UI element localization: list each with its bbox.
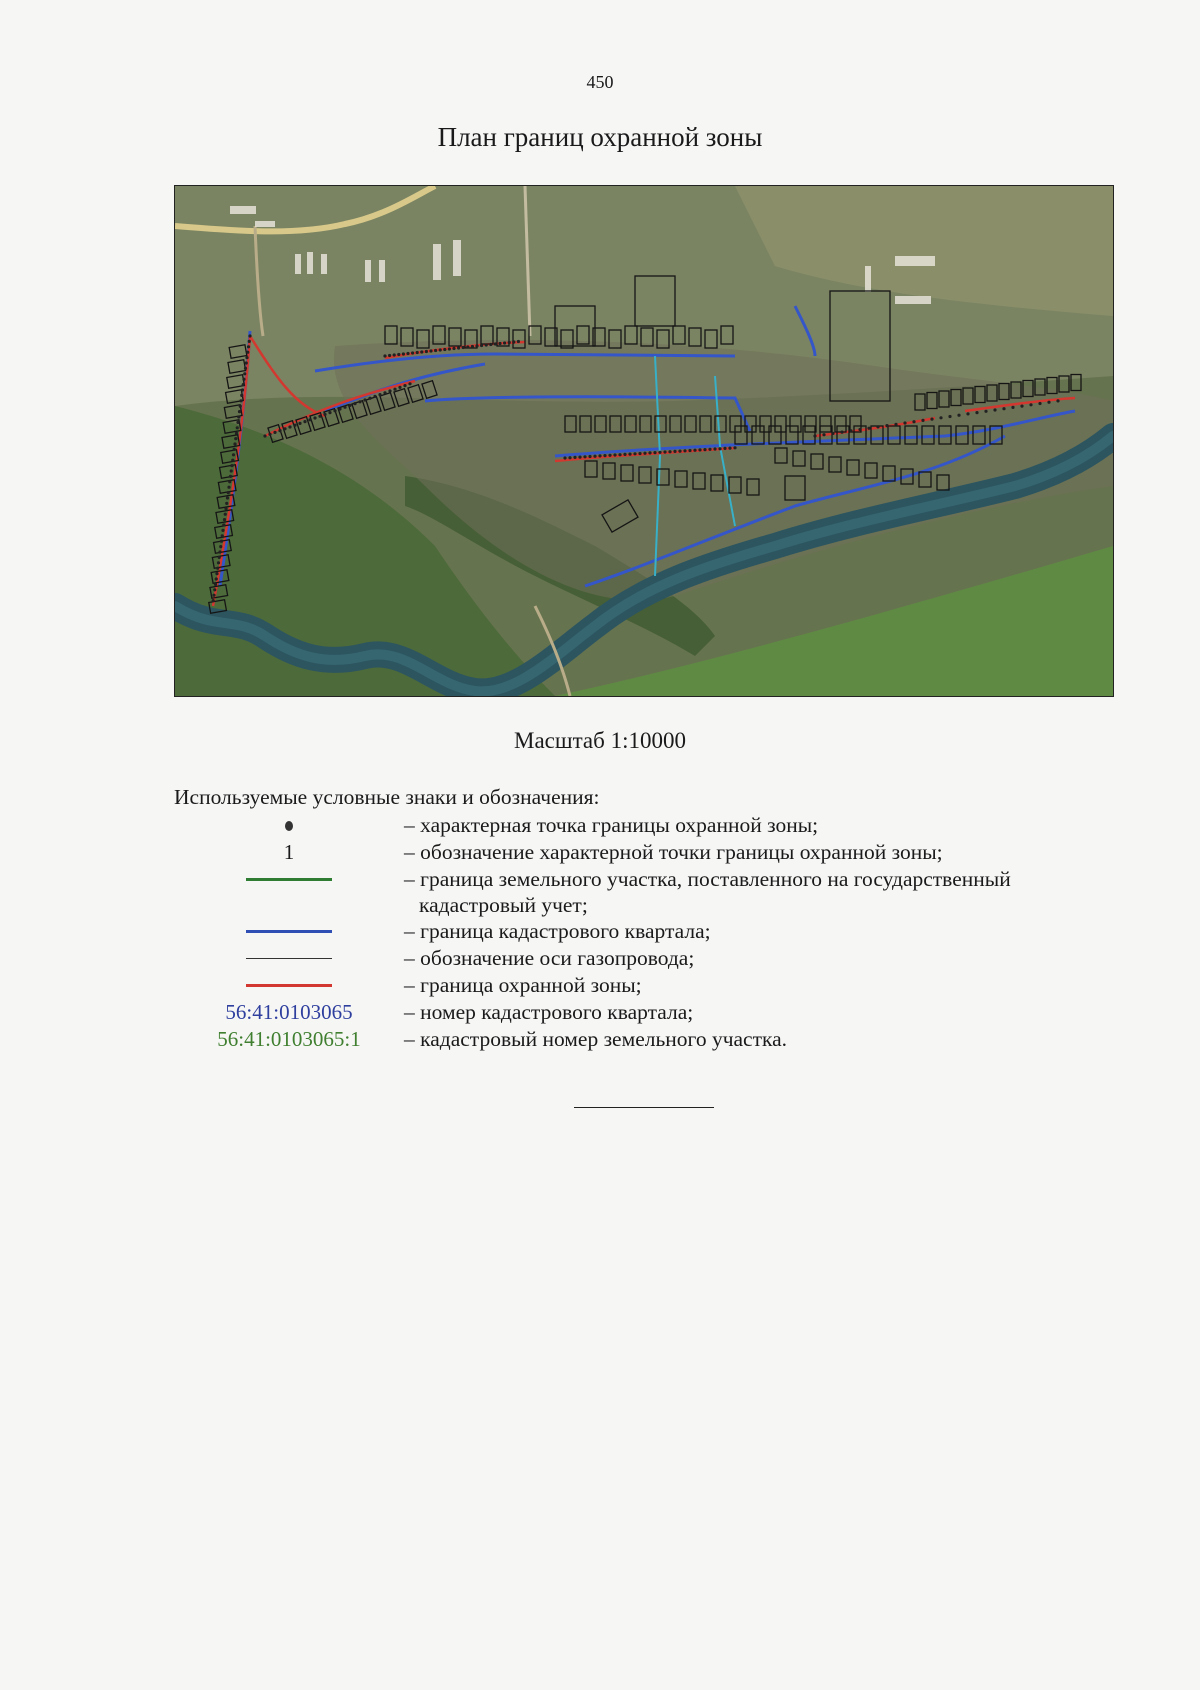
map-title: План границ охранной зоны xyxy=(437,122,763,152)
legend-item-parcel-boundary: – граница земельного участка, поставленного на государственный кадастровый учет; xyxy=(174,866,1114,918)
map-scale: Масштаб 1:10000 xyxy=(514,728,686,753)
quarter-number-sample: 56:41:0103065 xyxy=(225,1000,353,1024)
blue-line-icon xyxy=(246,930,332,933)
legend-item-gas-axis: – обозначение оси газопровода; xyxy=(174,945,1114,972)
red-line-icon xyxy=(246,984,332,987)
legend-item-quarter-number: 56:41:0103065 – номер кадастрового квартала; xyxy=(225,1000,694,1024)
legend-item-point: – характерная точка границы охранной зоны; xyxy=(174,812,1114,839)
legend-item-parcel-number: 56:41:0103065:1 – кадастровый номер земельного участка. xyxy=(217,1027,788,1051)
legend-heading: Используемые условные знаки и обозначения: xyxy=(174,785,600,809)
end-separator xyxy=(574,1107,714,1108)
thin-line-icon xyxy=(246,958,332,959)
satellite-map[interactable] xyxy=(174,185,1114,697)
legend-item-quarter-boundary: – граница кадастрового квартала; xyxy=(174,918,1114,945)
point-label-sample: 1 xyxy=(283,840,295,864)
parcel-number-sample: 56:41:0103065:1 xyxy=(217,1027,361,1051)
legend-item-point-label: 1 – обозначение характерной точки границы охранной зоны; xyxy=(283,840,943,864)
map-drawing xyxy=(175,186,1113,696)
point-marker-icon xyxy=(285,821,293,831)
legend xyxy=(174,812,1114,1053)
page-number: 450 xyxy=(586,72,614,92)
legend-item-zone-boundary: – граница охранной зоны; xyxy=(174,972,1114,999)
green-line-icon xyxy=(246,878,332,881)
